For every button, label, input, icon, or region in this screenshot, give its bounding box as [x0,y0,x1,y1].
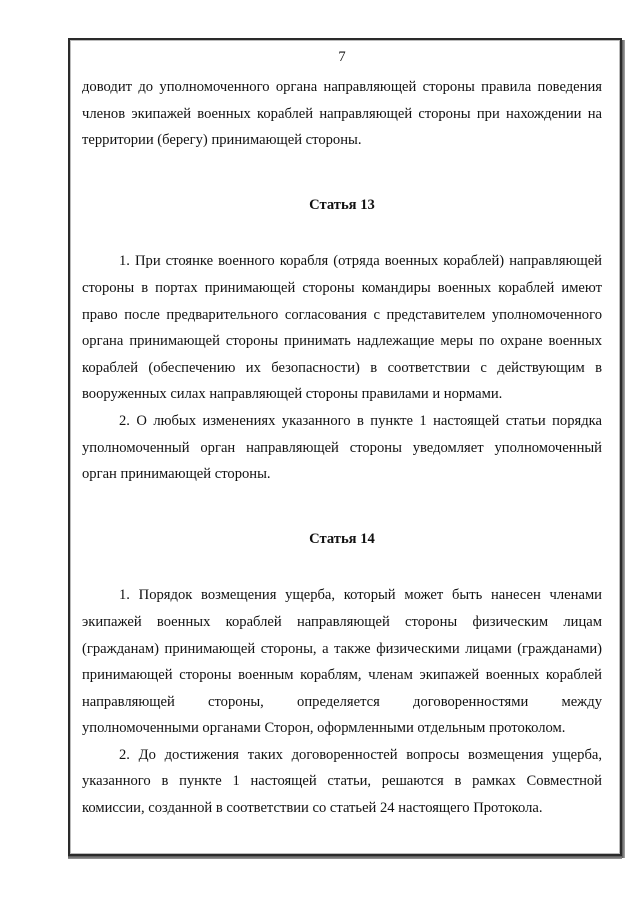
article-14 [82,526,602,822]
article-13-paragraph-2: 2. О любых изменениях указанного в пункте 1 настоящей статьи порядка уполномоченный орган направляющей стороны уведомляет уполномоченный орган принимающей стороны. [82,412,602,483]
article-13-heading: Статья 13 [309,196,375,213]
heading-spacer [82,552,602,582]
document-body [82,44,602,822]
article-14-paragraph-2: 2. До достижения таких договоренностей вопросы возмещения ущерба, указанного в пункте 1 настоящей статьи, решаются в рамках Совместной комиссии, созданной в соответствии со статьей 24 настоящего Протокола. [82,746,602,817]
heading-spacer [82,218,602,248]
article-13 [82,192,602,488]
page-number: 7 [338,49,346,65]
article-13-paragraph-1: 1. При стоянке военного корабля (отряда военных кораблей) направляющей стороны в портах принимающей стороны командиры военных кораблей имеют право после предварительного согласования с представителем уполномоченного органа принимающей стороны принимать надлежащие меры по охране военных кораблей (обеспечению их безопасности) в соответствии с действующим в вооруженных силах направляющей стороны правилами и нормами. [82,253,602,403]
page-border-shadow-right [622,40,625,858]
intro-paragraph: доводит до уполномоченного органа направляющей стороны правила поведения членов экипажей военных кораблей направляющей стороны при нахождении на территории (берегу) принимающей стороны. [82,79,602,149]
article-14-heading: Статья 14 [309,530,375,547]
section-spacer [82,488,602,526]
article-14-paragraph-1: 1. Порядок возмещения ущерба, который может быть нанесен членами экипажей военных кораблей направляющей стороны физическим лицам (гражданам) принимающей стороны, а также физическими лицами (гражданами) принимающей стороны военным кораблям, членам экипажей военных кораблей направляющей стороны, определяется договоренностями между уполномоченными органами Сторон, оформленными отдельным протоколом. [82,587,602,737]
page-border-shadow-bottom [68,856,622,859]
section-spacer [82,154,602,192]
